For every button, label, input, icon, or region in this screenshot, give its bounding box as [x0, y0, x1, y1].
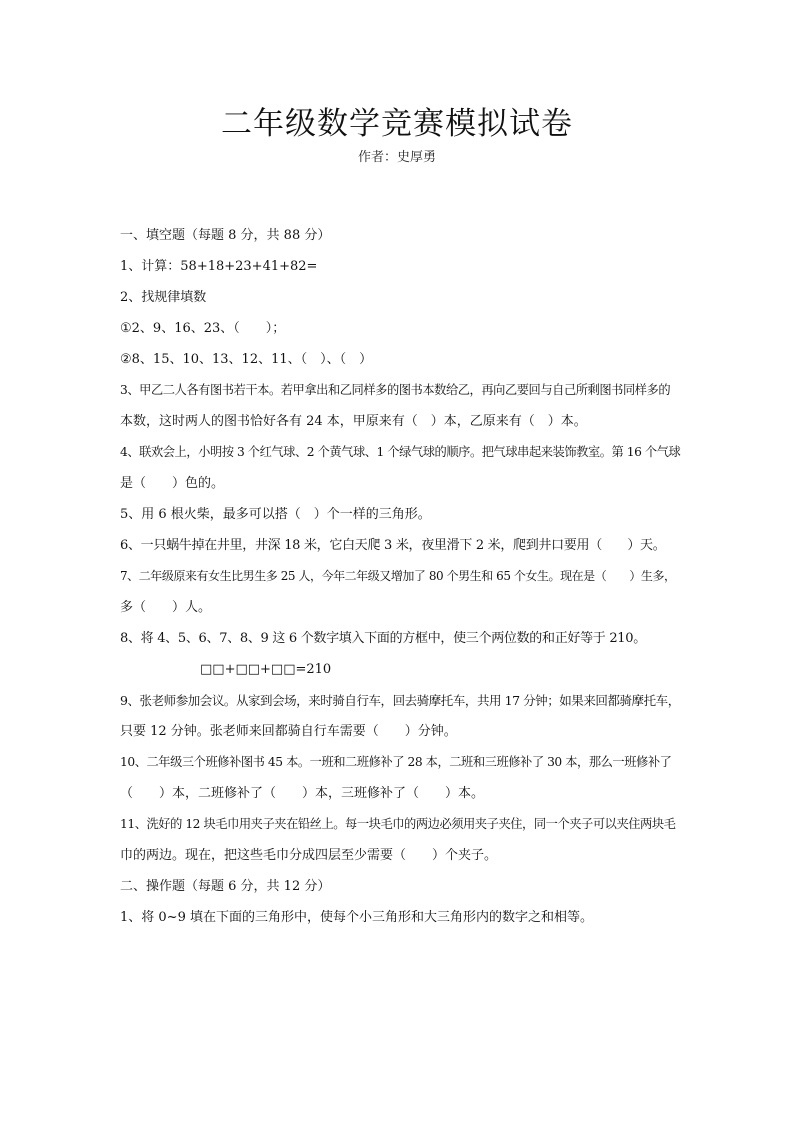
question-8-boxes: □□+□□+□□=210	[200, 662, 332, 677]
question-3-line-1: 3、甲乙二人各有图书若干本。若甲拿出和乙同样多的图书本数给乙，再向乙要回与自己所剩图书同样多的	[120, 383, 671, 397]
question-1: 1、计算：58+18+23+41+82=	[120, 259, 318, 274]
question-9-line-1: 9、张老师参加会议。从家到会场，来时骑自行车，回去骑摩托车，共用 17 分钟；如果来回都骑摩托车，	[120, 693, 680, 708]
question-7-line-1: 7、二年级原来有女生比男生多 25 人，今年二年级又增加了 80 个男生和 65 个女生。现在是（ ）生多，	[120, 569, 676, 583]
question-4-line-2: 是（ ）色的。	[120, 476, 225, 491]
question-10-line-2: （ ）本，二班修补了（ ）本，三班修补了（ ）本。	[120, 786, 485, 801]
question-5: 5、用 6 根火柴，最多可以搭（ ）个一样的三角形。	[120, 507, 431, 522]
section-heading-fill-in: 一、填空题（每题 8 分，共 88 分）	[120, 228, 331, 243]
question-7-line-2: 多（ ）人。	[120, 600, 212, 615]
question-2-part-1: ①2、9、16、23、（ ）；	[120, 321, 286, 336]
section-heading-operation: 二、操作题（每题 6 分，共 12 分）	[120, 879, 331, 894]
question-10-line-1: 10、二年级三个班修补图书 45 本。一班和二班修补了 28 本，二班和三班修补了 30 本，那么一班修补了	[120, 755, 672, 769]
question-2: 2、找规律填数	[120, 290, 207, 305]
question-6: 6、一只蜗牛掉在井里，井深 18 米，它白天爬 3 米，夜里滑下 2 米，爬到井口要用（ ）天。	[120, 538, 666, 553]
question-2-part-2: ②8、15、10、13、12、11、（ ）、（ ）	[120, 352, 373, 367]
author-line: 作者：史厚勇	[357, 150, 436, 165]
question-8: 8、将 4、5、6、7、8、9 这 6 个数字填入下面的方框中，使三个两位数的和正好等于 210。	[120, 631, 646, 646]
question-4-line-1: 4、联欢会上，小明按 3 个红气球、2 个黄气球、1 个绿气球的顺序。把气球串起来装饰教室。第 16 个气球	[120, 445, 681, 459]
question-11-line-2: 巾的两边。现在，把这些毛巾分成四层至少需要（ ）个夹子。	[120, 848, 498, 863]
question-11-line-1: 11、洗好的 12 块毛巾用夹子夹在铅丝上。每一块毛巾的两边必须用夹子夹住，同一个夹子可以夹住两块毛	[120, 817, 676, 831]
document-body	[120, 220, 680, 933]
question-3-line-2: 本数，这时两人的图书恰好各有 24 本，甲原来有（ ）本，乙原来有（ ）本。	[120, 414, 587, 429]
page-title: 二年级数学竞赛模拟试卷	[221, 106, 573, 142]
question-9-line-2: 只要 12 分钟。张老师来回都骑自行车需要（ ）分钟。	[120, 724, 457, 739]
operation-question-1: 1、将 0~9 填在下面的三角形中，使每个小三角形和大三角形内的数字之和相等。	[120, 910, 593, 925]
